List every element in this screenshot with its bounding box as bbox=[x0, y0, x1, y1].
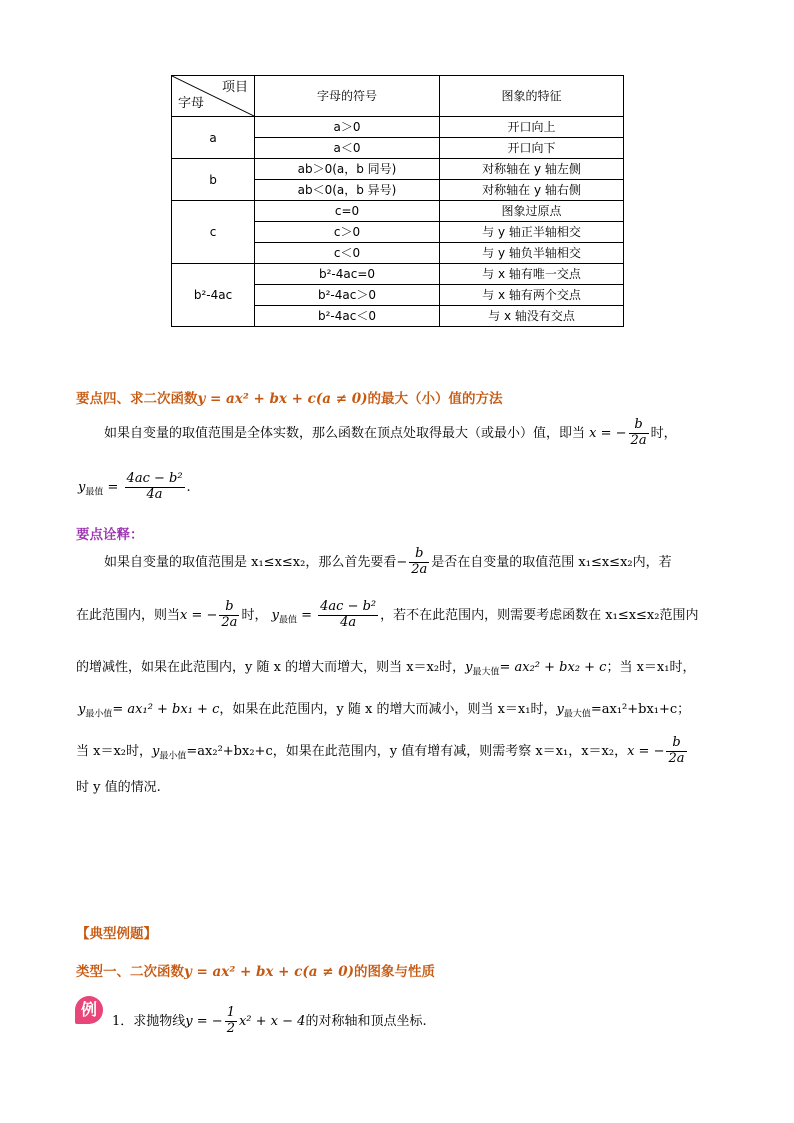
explain-heading: 要点诠释： bbox=[76, 527, 144, 543]
table-cell: b²-4ac=0 bbox=[255, 264, 440, 285]
table-cell: b²-4ac＞0 bbox=[255, 285, 440, 306]
letter-a: a bbox=[172, 117, 255, 159]
x-equals: x = − bbox=[589, 425, 627, 441]
table-cell: 与 x 轴没有交点 bbox=[440, 306, 624, 327]
explain-line1: 如果自变量的取值范围是 x₁≤x≤x₂，那么首先要看− $\frac{b}{2a}$ 是否在自变量的取值范围 x₁≤x≤x₂内，若 bbox=[104, 546, 672, 577]
table-cell: 图象过原点 bbox=[440, 201, 624, 222]
example-badge: 例 bbox=[75, 996, 103, 1024]
explain-line5: 当 x＝x₂时，$y_{最小值}=ax_2^2+bx_2+c$，如果在此范围内，y 值有增有减，则需考察 x＝x₁，x＝x₂，x = − $\frac{b}{2a}$ bbox=[76, 735, 685, 766]
table-cell: 开口向下 bbox=[440, 138, 624, 159]
extreme-value-formula: $y_{最值}$ = $\frac{\text{4ac − b²}}{4a}$ . bbox=[78, 471, 191, 502]
explain-line4: $y_{最小值}= ax_1^2 + bx_1 + c$，如果在此范围内，y 随 x 的增大而减小，则当 x＝x₁时，$y_{最大值}=ax_1^2+bx_1+c$； bbox=[78, 702, 691, 720]
letter-discriminant: b²-4ac bbox=[172, 264, 255, 327]
fraction-half: $\frac{1}{2}$ bbox=[226, 1005, 235, 1036]
fraction-b-2a: $\frac{b}{2a}$ bbox=[630, 417, 647, 448]
explain-line6: 时 y 值的情况. bbox=[76, 780, 161, 795]
header-feature: 图象的特征 bbox=[440, 76, 624, 117]
explain-line2: 在此范围内，则当x = − $\frac{b}{2a}$ 时， $y_{最值}$ = $\frac{\text{4ac − b²}}{4a}$ ，若不在此范围内，则需要考虑函数在 x₁≤x≤x₂范围内 bbox=[76, 599, 699, 630]
explain-line3: 的增减性，如果在此范围内，y 随 x 的增大而增大，则当 x＝x₂时，$y_{最大值}= ax_2^2 + bx_2 + c$；当 x＝x₁时， bbox=[76, 660, 696, 678]
type1-heading: 类型一、二次函数y = ax² + bx + c(a ≠ 0)的图象与性质 bbox=[76, 964, 436, 980]
table-cell: c=0 bbox=[255, 201, 440, 222]
table-cell: 与 y 轴正半轴相交 bbox=[440, 222, 624, 243]
table-cell: 对称轴在 y 轴左侧 bbox=[440, 159, 624, 180]
table-cell: b²-4ac＜0 bbox=[255, 306, 440, 327]
examples-title: 【典型例题】 bbox=[76, 926, 157, 942]
table-cell: 开口向上 bbox=[440, 117, 624, 138]
letter-b: b bbox=[172, 159, 255, 201]
table-cell: c＜0 bbox=[255, 243, 440, 264]
heading-formula: y = ax² + bx + c(a ≠ 0) bbox=[197, 391, 368, 407]
table-cell: 对称轴在 y 轴右侧 bbox=[440, 180, 624, 201]
fraction-b-2a: $\frac{b}{2a}$ bbox=[411, 546, 428, 577]
question1: 1．求抛物线y = − $\frac{1}{2}$ x² + x − 4的对称轴和顶点坐标. bbox=[112, 1005, 427, 1036]
table-cell: a＞0 bbox=[255, 117, 440, 138]
para1: 如果自变量的取值范围是全体实数，那么函数在顶点处取得最大（或最小）值，即当 x = − $\frac{b}{2a}$ 时， bbox=[104, 417, 677, 448]
header-sign: 字母的符号 bbox=[255, 76, 440, 117]
properties-table bbox=[171, 75, 624, 327]
fraction-b-2a: $\frac{b}{2a}$ bbox=[221, 599, 238, 630]
table-cell: 与 x 轴有唯一交点 bbox=[440, 264, 624, 285]
table-cell: c＞0 bbox=[255, 222, 440, 243]
table-cell: 与 x 轴有两个交点 bbox=[440, 285, 624, 306]
letter-c: c bbox=[172, 201, 255, 264]
fraction-b-2a: $\frac{b}{2a}$ bbox=[668, 735, 685, 766]
table-cell: ab＞0(a，b 同号) bbox=[255, 159, 440, 180]
diagonal-header-cell bbox=[172, 76, 255, 117]
fraction-extreme: $\frac{\text{4ac − b²}}{4a}$ bbox=[126, 471, 183, 502]
table-cell: ab＜0(a，b 异号) bbox=[255, 180, 440, 201]
fraction-extreme: $\frac{\text{4ac − b²}}{4a}$ bbox=[320, 599, 377, 630]
header-letter-label: 字母 bbox=[178, 96, 205, 111]
section4-heading: 要点四、求二次函数y = ax² + bx + c(a ≠ 0)的最大（小）值的方法 bbox=[76, 391, 503, 407]
table-cell: a＜0 bbox=[255, 138, 440, 159]
table-cell: 与 y 轴负半轴相交 bbox=[440, 243, 624, 264]
header-item-label: 项目 bbox=[221, 80, 248, 95]
